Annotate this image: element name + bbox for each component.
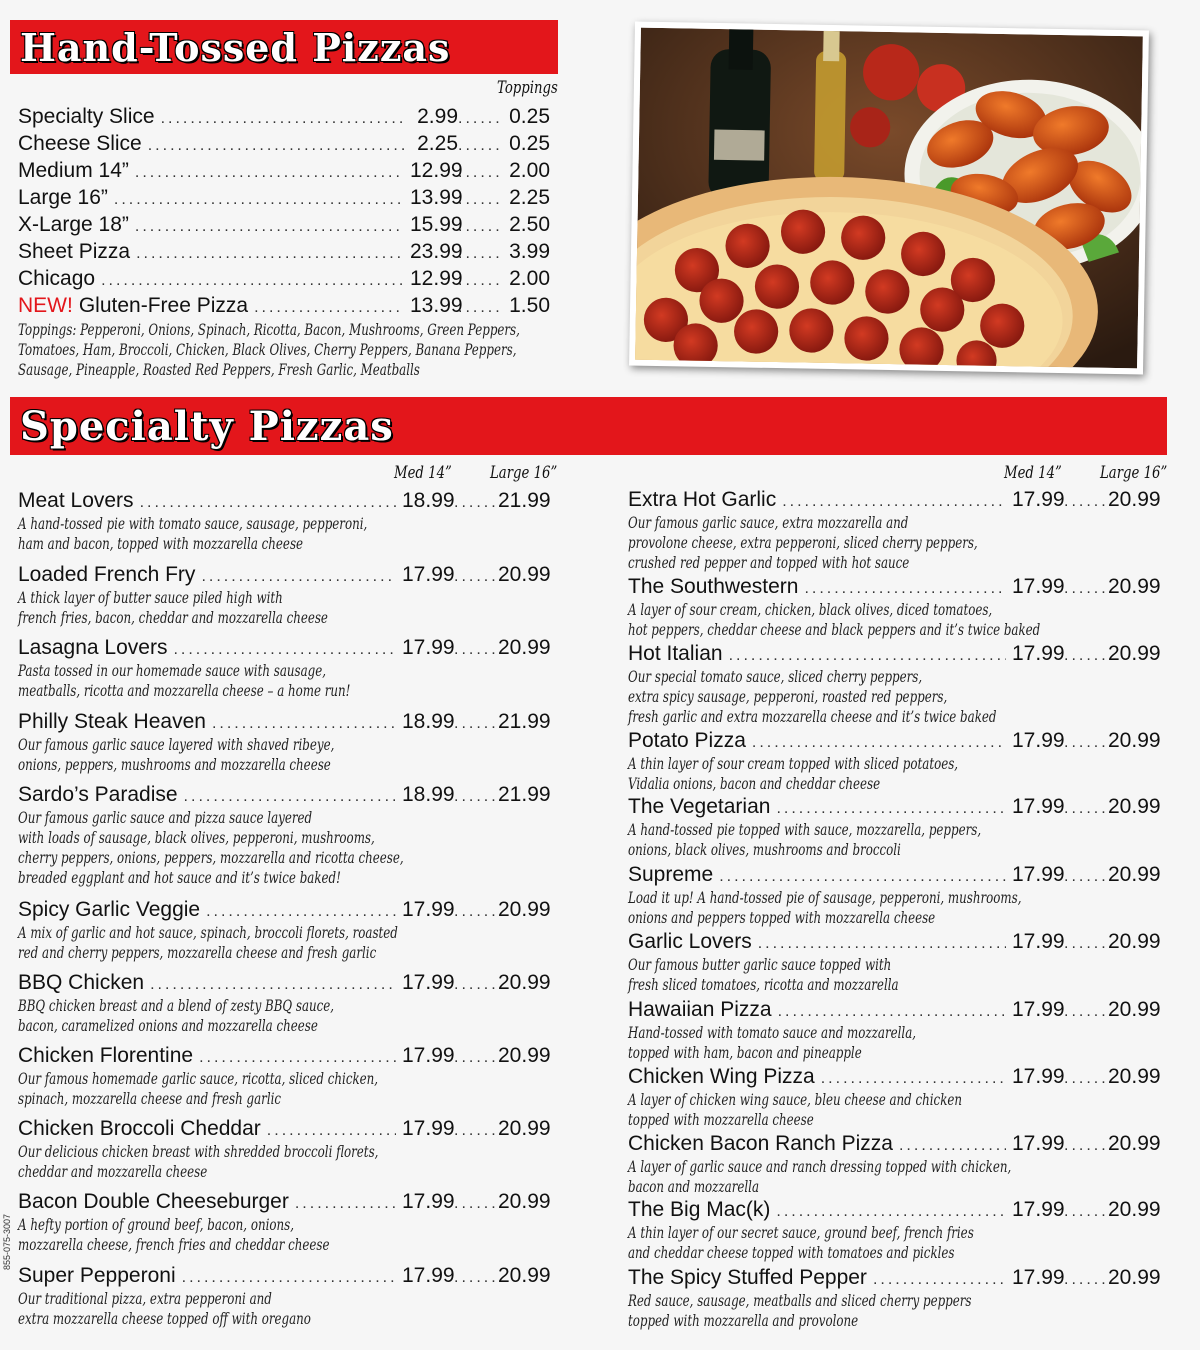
- menu-item: [18, 1043, 550, 1068]
- item-description: Our famous garlic sauce layered with shaved ribeye, onions, peppers, mushrooms and mozzarella cheese: [18, 735, 335, 774]
- large-price: 20.99: [498, 1264, 551, 1287]
- leader-dots: [719, 867, 1006, 886]
- item-description: Our special tomato sauce, sliced cherry peppers, extra spicy sausage, pepperoni, roasted red peppers, fresh garlic and extra mozzarella cheese and it’s twice baked: [628, 667, 997, 726]
- med-price: 17.99: [1012, 930, 1065, 953]
- menu-item: [18, 293, 550, 318]
- item-name: Hot Italian: [628, 642, 723, 665]
- large-column-header: Large 16”: [1100, 463, 1168, 483]
- menu-item: [628, 728, 1160, 753]
- large-price: 20.99: [1108, 1132, 1161, 1155]
- leader-dots: [1064, 1002, 1108, 1021]
- leader-dots: [804, 579, 1006, 598]
- item-name: The Vegetarian: [628, 795, 771, 818]
- large-price: 20.99: [1108, 729, 1161, 752]
- menu-item: [18, 185, 550, 210]
- leader-dots: [206, 902, 396, 921]
- item-description: Our famous homemade garlic sauce, ricotta, sliced chicken, spinach, mozzarella cheese and fresh garlic: [18, 1069, 379, 1108]
- med-price: 17.99: [1012, 1198, 1065, 1221]
- item-description: A thin layer of sour cream topped with sliced potatoes, Vidalia onions, bacon and cheddar cheese: [628, 754, 959, 793]
- menu-item: [18, 1263, 550, 1288]
- leader-dots: [778, 1002, 1006, 1021]
- menu-item: [628, 929, 1160, 954]
- leader-dots: [184, 787, 396, 806]
- leader-dots: [201, 567, 396, 586]
- large-price: 20.99: [1108, 1198, 1161, 1221]
- large-price: 20.99: [1108, 998, 1161, 1021]
- topping-price: 1.50: [509, 294, 550, 317]
- toppings-list: Toppings: Pepperoni, Onions, Spinach, Ricotta, Bacon, Mushrooms, Green Peppers, Tomatoes, Ham, Broccoli, Chicken, Black Olives, Cherry Peppers, Banana Peppers, Sausage, Pineapple, Roasted Red Peppers, Fresh Garlic, Meatballs: [18, 320, 520, 379]
- item-name: Medium 14”: [18, 159, 129, 182]
- med-price: 18.99: [402, 489, 455, 512]
- leader-dots: [101, 271, 404, 290]
- leader-dots: [454, 1268, 498, 1287]
- large-price: 20.99: [1108, 930, 1161, 953]
- leader-dots: [899, 1136, 1006, 1155]
- leader-dots: [458, 271, 502, 290]
- leader-dots: [1064, 733, 1108, 752]
- leader-dots: [1064, 646, 1108, 665]
- item-price: 15.99: [410, 213, 463, 236]
- med-column-header: Med 14”: [1004, 463, 1062, 483]
- item-name: The Big Mac(k): [628, 1198, 771, 1221]
- leader-dots: [454, 1121, 498, 1140]
- med-price: 17.99: [402, 898, 455, 921]
- item-description: A hefty portion of ground beef, bacon, onions, mozzarella cheese, french fries and cheddar cheese: [18, 1215, 330, 1254]
- leader-dots: [199, 1048, 396, 1067]
- large-price: 20.99: [1108, 795, 1161, 818]
- leader-dots: [136, 244, 404, 263]
- item-name: BBQ Chicken: [18, 971, 145, 994]
- med-price: 17.99: [1012, 863, 1065, 886]
- menu-item: [18, 709, 550, 734]
- item-name: Loaded French Fry: [18, 563, 196, 586]
- med-price: 17.99: [402, 1190, 455, 1213]
- item-price: 12.99: [410, 159, 463, 182]
- leader-dots: [140, 493, 396, 512]
- item-name: Chicken Wing Pizza: [628, 1065, 815, 1088]
- large-price: 21.99: [498, 783, 551, 806]
- leader-dots: [1064, 579, 1108, 598]
- leader-dots: [135, 217, 404, 236]
- leader-dots: [454, 902, 498, 921]
- item-name: Specialty Slice: [18, 105, 155, 128]
- leader-dots: [454, 640, 498, 659]
- item-description: Pasta tossed in our homemade sauce with sausage, meatballs, ricotta and mozzarella cheese – a home run!: [18, 661, 351, 700]
- item-description: A hand-tossed pie with tomato sauce, sausage, pepperoni, ham and bacon, topped with mozzarella cheese: [18, 514, 368, 553]
- menu-item: [18, 897, 550, 922]
- leader-dots: [458, 109, 502, 128]
- menu-item: [18, 782, 550, 807]
- topping-price: 0.25: [509, 105, 550, 128]
- food-photo-icon: [635, 28, 1143, 369]
- item-name: Meat Lovers: [18, 489, 134, 512]
- large-price: 20.99: [498, 971, 551, 994]
- item-description: Our famous garlic sauce, extra mozzarella and provolone cheese, extra pepperoni, sliced cherry peppers, crushed red pepper and topped with hot sauce: [628, 513, 978, 572]
- menu-item: [18, 212, 550, 237]
- menu-item: [628, 1131, 1160, 1156]
- item-description: Our famous butter garlic sauce topped with fresh sliced tomatoes, ricotta and mozzarella: [628, 955, 899, 994]
- leader-dots: [1064, 1270, 1108, 1289]
- leader-dots: [758, 934, 1006, 953]
- item-name: Chicago: [18, 267, 96, 290]
- item-description: A thick layer of butter sauce piled high with french fries, bacon, cheddar and mozzarella cheese: [18, 588, 328, 627]
- menu-item: [18, 239, 550, 264]
- large-price: 20.99: [1108, 642, 1161, 665]
- leader-dots: [1064, 1136, 1108, 1155]
- item-name: Gluten-Free Pizza: [78, 294, 249, 317]
- item-description: A layer of garlic sauce and ranch dressing topped with chicken, bacon and mozzarella: [628, 1157, 1012, 1196]
- menu-item: [628, 1197, 1160, 1222]
- toppings-header: Toppings: [497, 78, 558, 98]
- leader-dots: [458, 163, 502, 182]
- item-name: X-Large 18”: [18, 213, 129, 236]
- menu-item: [18, 266, 550, 291]
- leader-dots: [454, 714, 498, 733]
- topping-price: 2.00: [509, 267, 550, 290]
- menu-item: [628, 997, 1160, 1022]
- med-price: 17.99: [402, 1264, 455, 1287]
- large-price: 20.99: [498, 898, 551, 921]
- leader-dots: [458, 136, 502, 155]
- med-price: 17.99: [402, 636, 455, 659]
- menu-item: [628, 1064, 1160, 1089]
- menu-item: [628, 794, 1160, 819]
- topping-price: 3.99: [509, 240, 550, 263]
- item-name: Lasagna Lovers: [18, 636, 168, 659]
- leader-dots: [1064, 799, 1108, 818]
- menu-item: [18, 131, 550, 156]
- med-price: 17.99: [402, 971, 455, 994]
- leader-dots: [782, 492, 1006, 511]
- topping-price: 0.25: [509, 132, 550, 155]
- item-price: 2.25: [417, 132, 458, 155]
- large-price: 20.99: [1108, 488, 1161, 511]
- menu-item: [628, 862, 1160, 887]
- med-price: 17.99: [402, 1117, 455, 1140]
- med-price: 17.99: [1012, 795, 1065, 818]
- menu-item: [18, 1116, 550, 1141]
- med-price: 17.99: [1012, 729, 1065, 752]
- large-price: 20.99: [1108, 863, 1161, 886]
- leader-dots: [295, 1194, 396, 1213]
- leader-dots: [267, 1121, 396, 1140]
- topping-price: 2.25: [509, 186, 550, 209]
- med-price: 17.99: [1012, 1132, 1065, 1155]
- leader-dots: [454, 975, 498, 994]
- leader-dots: [752, 733, 1006, 752]
- menu-item: [628, 1265, 1160, 1290]
- item-name: Garlic Lovers: [628, 930, 752, 953]
- leader-dots: [454, 787, 498, 806]
- item-description: A mix of garlic and hot sauce, spinach, broccoli florets, roasted red and cherry peppers, mozzarella cheese and fresh garlic: [18, 923, 398, 962]
- item-description: Our delicious chicken breast with shredded broccoli florets, cheddar and mozzarella cheese: [18, 1142, 379, 1181]
- new-label: NEW!: [18, 294, 73, 317]
- item-name: Philly Steak Heaven: [18, 710, 206, 733]
- leader-dots: [173, 640, 396, 659]
- item-description: BBQ chicken breast and a blend of zesty BBQ sauce, bacon, caramelized onions and mozzarella cheese: [18, 996, 335, 1035]
- leader-dots: [776, 1202, 1006, 1221]
- item-name: Sheet Pizza: [18, 240, 131, 263]
- item-name: Chicken Broccoli Cheddar: [18, 1117, 261, 1140]
- item-name: Bacon Double Cheeseburger: [18, 1190, 289, 1213]
- leader-dots: [1064, 934, 1108, 953]
- item-description: Our famous garlic sauce and pizza sauce layered with loads of sausage, black olives, pepperoni, mushrooms, cherry peppers, onions, peppers, mozzarella and ricotta cheese, breaded eggplant and hot sauce and it’s twice baked!: [18, 808, 404, 887]
- leader-dots: [729, 646, 1006, 665]
- item-name: Hawaiian Pizza: [628, 998, 772, 1021]
- topping-price: 2.00: [509, 159, 550, 182]
- item-name: Spicy Garlic Veggie: [18, 898, 201, 921]
- menu-item: [18, 488, 550, 513]
- menu-item: [628, 487, 1160, 512]
- item-description: Hand-tossed with tomato sauce and mozzarella, topped with ham, bacon and pineapple: [628, 1023, 917, 1062]
- hand-tossed-title: Hand-Tossed Pizzas: [20, 24, 451, 70]
- menu-item: [18, 635, 550, 660]
- item-name: Super Pepperoni: [18, 1264, 176, 1287]
- leader-dots: [458, 298, 502, 317]
- item-name: Chicken Bacon Ranch Pizza: [628, 1132, 893, 1155]
- leader-dots: [150, 975, 396, 994]
- menu-item: [18, 158, 550, 183]
- item-description: A layer of sour cream, chicken, black olives, diced tomatoes, hot peppers, cheddar cheese and black peppers and it’s twice baked: [628, 600, 1041, 639]
- leader-dots: [454, 567, 498, 586]
- item-name: Supreme: [628, 863, 714, 886]
- leader-dots: [148, 136, 404, 155]
- large-price: 20.99: [498, 636, 551, 659]
- leader-dots: [182, 1268, 396, 1287]
- med-price: 18.99: [402, 783, 455, 806]
- med-price: 17.99: [1012, 1266, 1065, 1289]
- item-description: Red sauce, sausage, meatballs and sliced cherry peppers topped with mozzarella and provolone: [628, 1291, 972, 1330]
- item-name: The Southwestern: [628, 575, 799, 598]
- item-name: Cheese Slice: [18, 132, 142, 155]
- item-price: 13.99: [410, 294, 463, 317]
- specialty-banner: [10, 397, 1167, 455]
- side-code: 855-075-3007: [2, 1213, 12, 1270]
- med-column-header: Med 14”: [394, 463, 452, 483]
- leader-dots: [458, 217, 502, 236]
- item-description: Our traditional pizza, extra pepperoni and extra mozzarella cheese topped off with oregano: [18, 1289, 311, 1328]
- item-name: Potato Pizza: [628, 729, 746, 752]
- item-price: 2.99: [417, 105, 458, 128]
- leader-dots: [458, 244, 502, 263]
- leader-dots: [776, 799, 1006, 818]
- leader-dots: [114, 190, 404, 209]
- large-price: 20.99: [1108, 1065, 1161, 1088]
- menu-item: [18, 1189, 550, 1214]
- item-name: Chicken Florentine: [18, 1044, 194, 1067]
- item-description: Load it up! A hand-tossed pie of sausage, pepperoni, mushrooms, onions and peppers topped with mozzarella cheese: [628, 888, 1022, 927]
- item-name: The Spicy Stuffed Pepper: [628, 1266, 867, 1289]
- menu-item: [628, 641, 1160, 666]
- menu-item: [18, 104, 550, 129]
- leader-dots: [454, 1194, 498, 1213]
- item-price: 23.99: [410, 240, 463, 263]
- large-price: 20.99: [498, 1044, 551, 1067]
- large-price: 21.99: [498, 489, 551, 512]
- leader-dots: [1064, 1202, 1108, 1221]
- large-price: 21.99: [498, 710, 551, 733]
- item-name: Large 16”: [18, 186, 108, 209]
- large-column-header: Large 16”: [490, 463, 558, 483]
- item-description: A thin layer of our secret sauce, ground beef, french fries and cheddar cheese topped with tomatoes and pickles: [628, 1223, 974, 1262]
- leader-dots: [254, 298, 404, 317]
- large-price: 20.99: [1108, 1266, 1161, 1289]
- med-price: 17.99: [1012, 1065, 1065, 1088]
- hand-tossed-banner: [10, 20, 558, 74]
- large-price: 20.99: [498, 1190, 551, 1213]
- item-name: Extra Hot Garlic: [628, 488, 777, 511]
- item-name: Sardo’s Paradise: [18, 783, 178, 806]
- leader-dots: [1064, 492, 1108, 511]
- menu-item: [18, 562, 550, 587]
- leader-dots: [454, 1048, 498, 1067]
- med-price: 17.99: [1012, 642, 1065, 665]
- item-description: A hand-tossed pie topped with sauce, mozzarella, peppers, onions, black olives, mushrooms and broccoli: [628, 820, 982, 859]
- leader-dots: [161, 109, 404, 128]
- med-price: 17.99: [1012, 575, 1065, 598]
- menu-item: [18, 970, 550, 995]
- large-price: 20.99: [498, 1117, 551, 1140]
- large-price: 20.99: [1108, 575, 1161, 598]
- leader-dots: [135, 163, 404, 182]
- med-price: 17.99: [1012, 488, 1065, 511]
- item-description: A layer of chicken wing sauce, bleu cheese and chicken topped with mozzarella cheese: [628, 1090, 963, 1129]
- topping-price: 2.50: [509, 213, 550, 236]
- leader-dots: [458, 190, 502, 209]
- leader-dots: [454, 493, 498, 512]
- item-price: 12.99: [410, 267, 463, 290]
- menu-item: [628, 574, 1160, 599]
- leader-dots: [873, 1270, 1006, 1289]
- item-price: 13.99: [410, 186, 463, 209]
- specialty-title: Specialty Pizzas: [20, 402, 394, 450]
- med-price: 17.99: [1012, 998, 1065, 1021]
- leader-dots: [212, 714, 396, 733]
- med-price: 17.99: [402, 1044, 455, 1067]
- large-price: 20.99: [498, 563, 551, 586]
- med-price: 18.99: [402, 710, 455, 733]
- leader-dots: [821, 1069, 1006, 1088]
- med-price: 17.99: [402, 563, 455, 586]
- pizza-and-wings-photo: [629, 22, 1149, 375]
- leader-dots: [1064, 867, 1108, 886]
- leader-dots: [1064, 1069, 1108, 1088]
